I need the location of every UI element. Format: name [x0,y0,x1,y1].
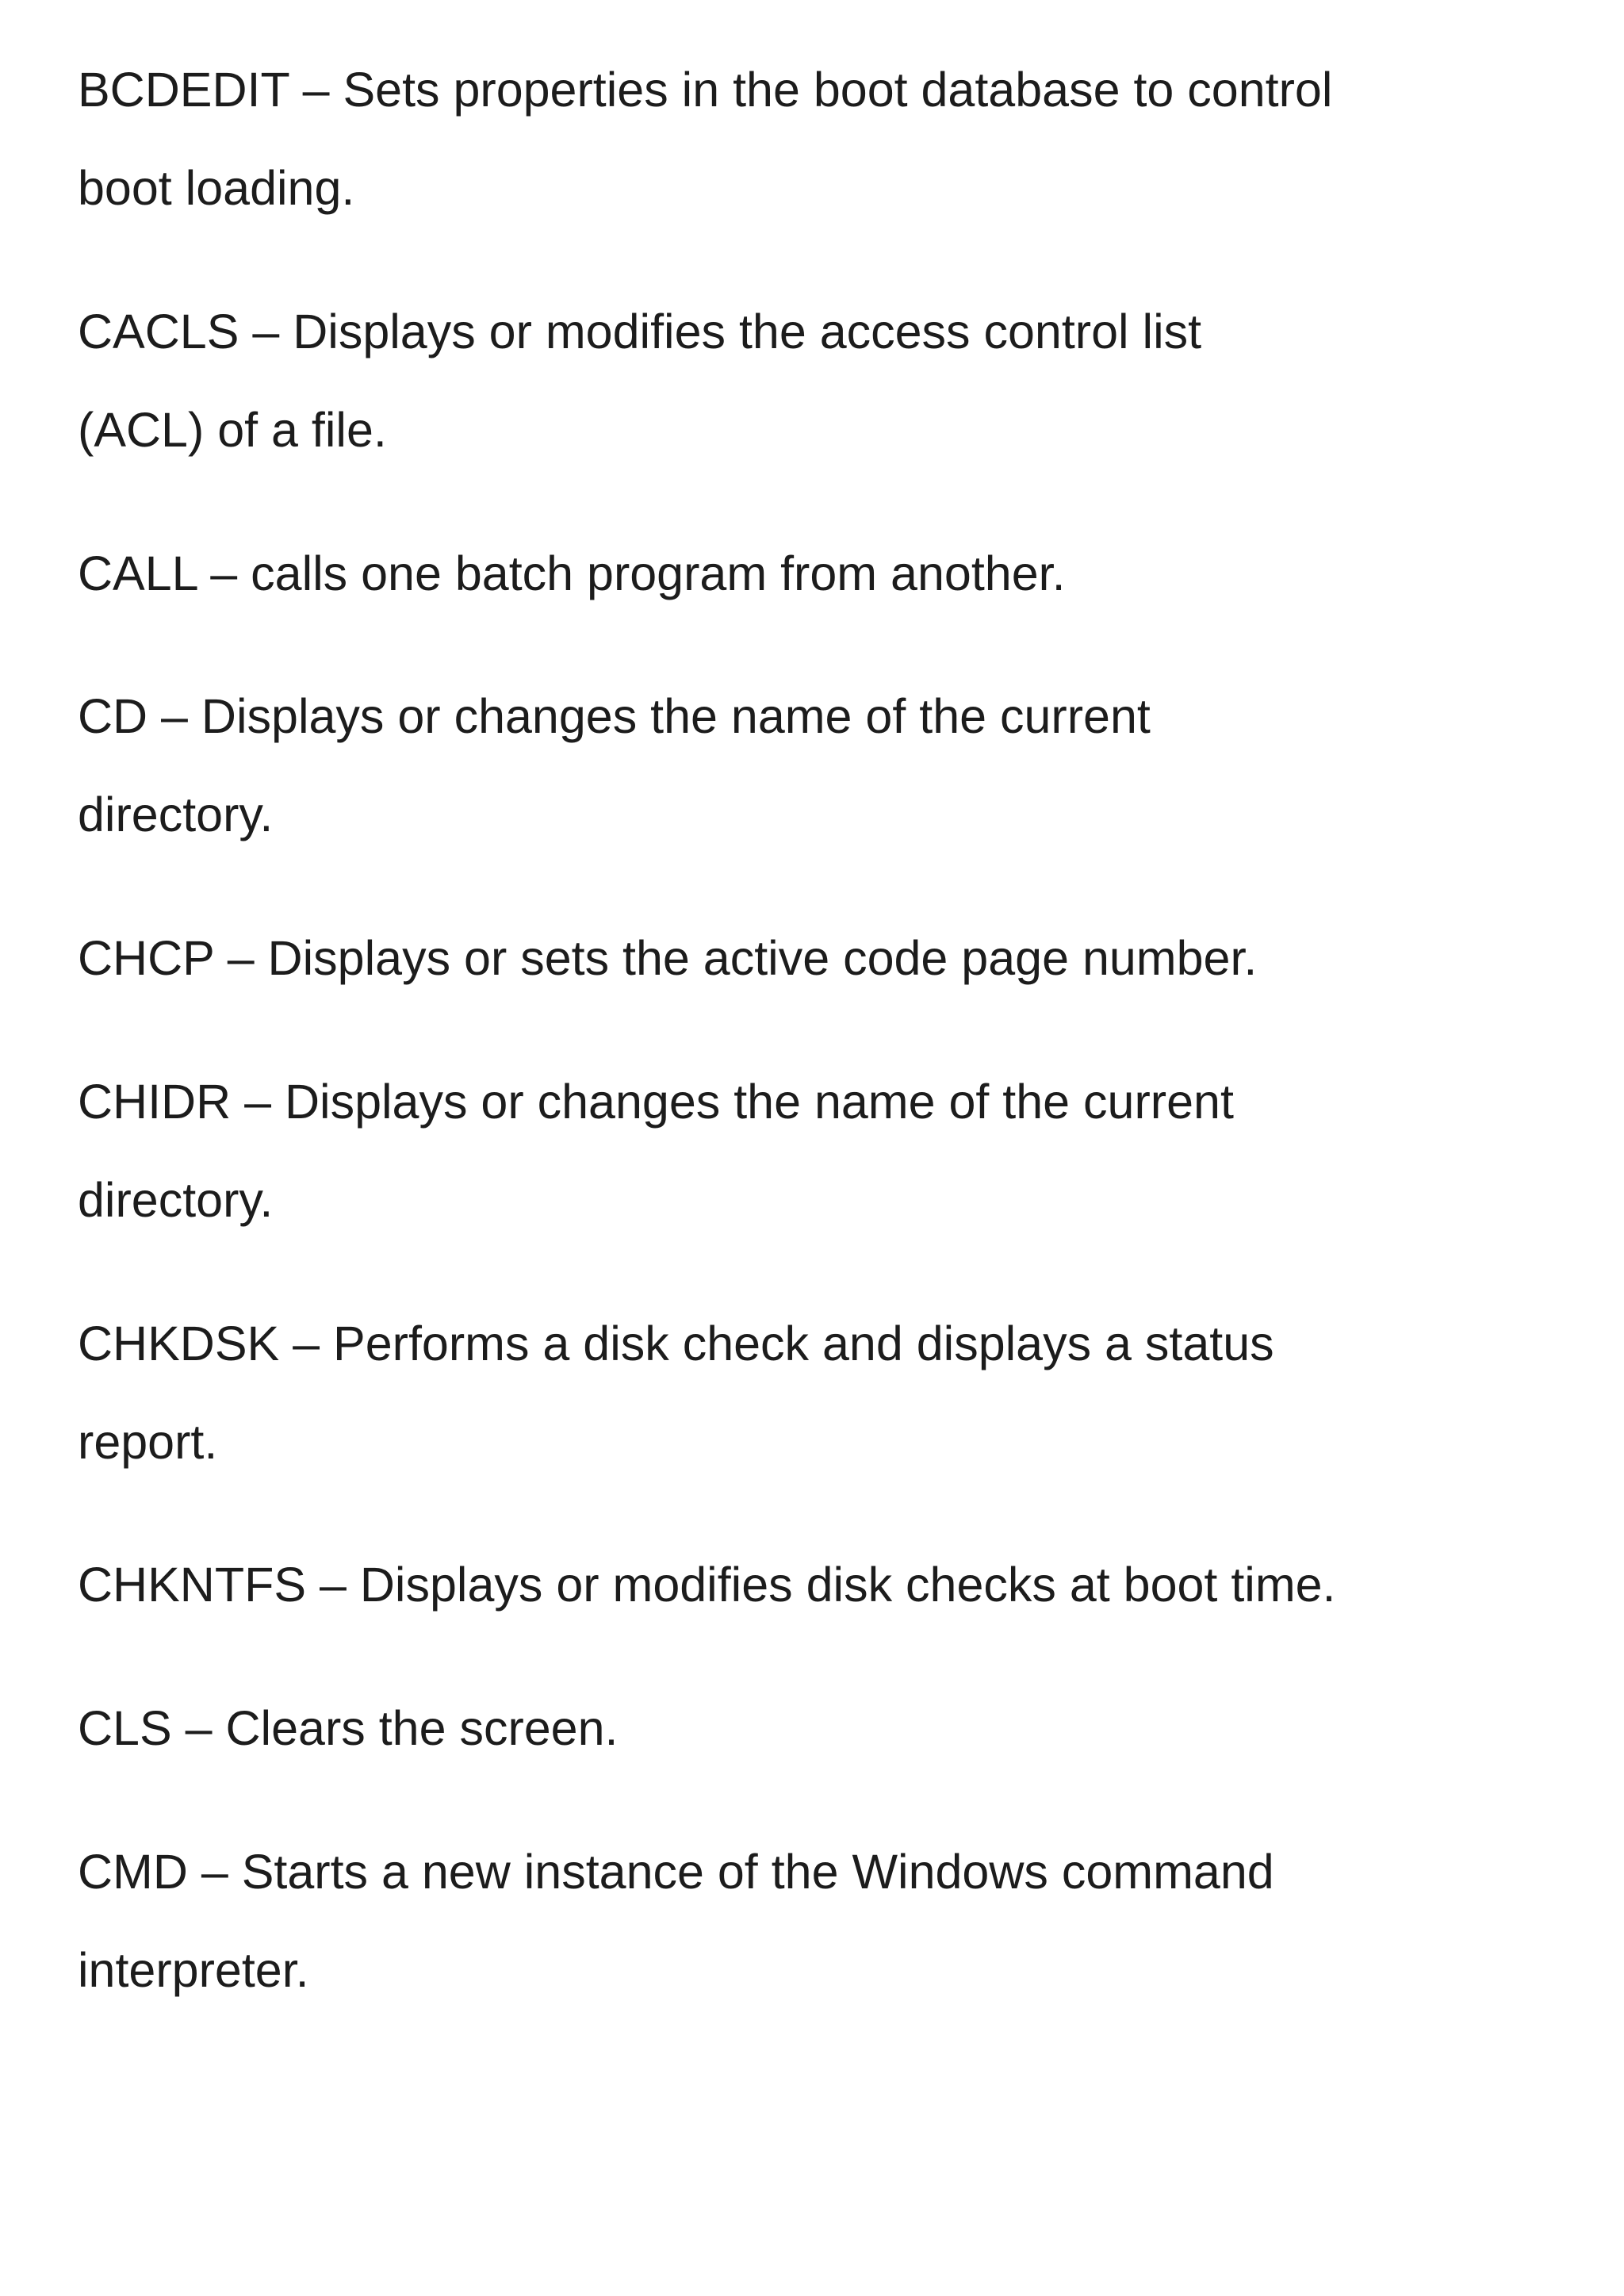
entry-cacls: CACLS – Displays or modifies the access control list (ACL) of a file. [78,305,1202,457]
entry-chkdsk: CHKDSK – Performs a disk check and displays a status report. [78,1317,1274,1469]
entry-cls: CLS – Clears the screen. [78,1701,619,1755]
entry-bcdedit: BCDEDIT – Sets properties in the boot database to control boot loading. [78,63,1333,215]
entry-chcp: CHCP – Displays or sets the active code page number. [78,931,1258,985]
entry-cd: CD – Displays or changes the name of the current directory. [78,689,1151,841]
entry-chkntfs: CHKNTFS – Displays or modifies disk checks at boot time. [78,1558,1336,1612]
entry-call: CALL – calls one batch program from another. [78,546,1066,600]
entry-cmd: CMD – Starts a new instance of the Windows command interpreter. [78,1845,1274,1997]
entry-chidr: CHIDR – Displays or changes the name of the current directory. [78,1075,1234,1227]
